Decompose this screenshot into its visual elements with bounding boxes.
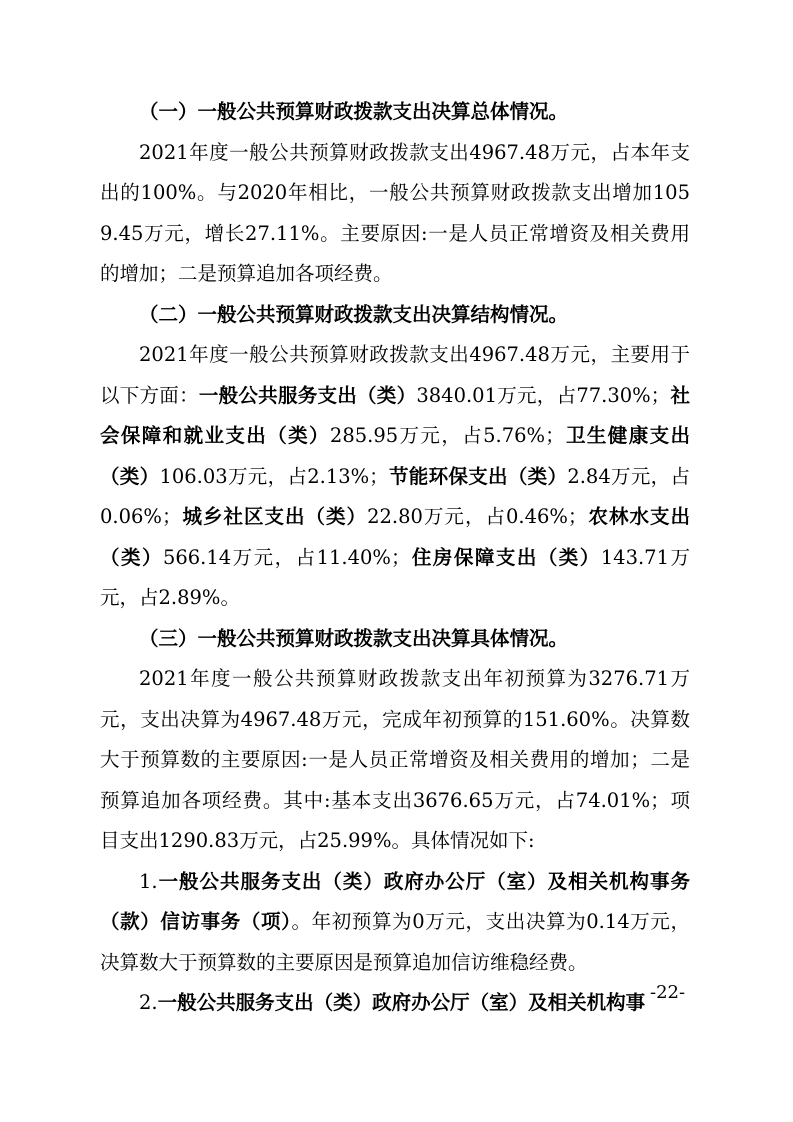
document-body: [100, 92, 690, 1024]
value-social-security: 285.95万元，占5.76%；: [329, 424, 565, 447]
category-urban-rural-community: 城乡社区支出（类）: [181, 505, 368, 528]
category-agriculture-forestry-water: 农林水支出（类）: [100, 505, 690, 569]
category-housing: 住房保障支出（类）: [410, 545, 601, 569]
value-health: 106.03万元，占2.13%；: [159, 464, 389, 488]
s2-intro: 2021年度一般公共预算财政拨款支出4967.48万元，主要用于以下方面：: [100, 343, 690, 407]
item-2-number: 2.: [139, 991, 158, 1014]
category-general-public-services: 一般公共服务支出（类）: [198, 383, 417, 407]
value-energy-environment: 2.84万元，占0.06%；: [100, 464, 690, 528]
item-2-title: 一般公共服务支出（类）政府办公厅（室）及相关机构事: [157, 991, 646, 1014]
section-1-text: 2021年度一般公共预算财政拨款支出4967.48万元，占本年支出的100%。与2020年相比，一般公共预算财政拨款支出增加1059.45万元，增长27.11%。主要原因:一是人员正常增资及相关费用的增加；二是预算追加各项经费。: [100, 140, 690, 285]
item-2: [100, 983, 690, 1024]
item-1-number: 1.: [139, 869, 158, 893]
section-3-heading: （三）一般公共预算财政拨款支出决算具体情况。: [139, 626, 569, 650]
section-1-heading: （一）一般公共预算财政拨款支出决算总体情况。: [139, 100, 569, 123]
value-general-public-services: 3840.01万元，占77.30%；: [416, 383, 671, 407]
category-social-security: 社会保障和就业支出（类）: [100, 383, 690, 447]
value-urban-rural-community: 22.80万元，占0.46%；: [367, 505, 588, 528]
section-2-heading: （二）一般公共预算财政拨款支出决算结构情况。: [139, 302, 569, 326]
category-energy-environment: 节能环保支出（类）: [388, 464, 568, 488]
section-3-text: 2021年度一般公共预算财政拨款支出年初预算为3276.71万元，支出决算为4967.48万元，完成年初预算的151.60%。决算数大于预算数的主要原因:一是人员正常增资及相关费用的增加；二是预算追加各项经费。其中:基本支出3676.65万元，占74.01%；项目支出1290.83万元，占25.99%。具体情况如下:: [100, 667, 690, 852]
item-1-text: 。年初预算为0万元，支出决算为0.14万元，决算数大于预算数的主要原因是预算追加信访维稳经费。: [100, 910, 690, 974]
page-number: -22-: [650, 982, 686, 1003]
category-health: 卫生健康支出（类）: [100, 424, 690, 488]
value-agriculture-forestry-water: 566.14万元，占11.40%；: [162, 545, 411, 569]
value-housing: 143.71万元，占2.89%。: [100, 545, 690, 609]
item-1: [100, 862, 690, 984]
item-1-title: 一般公共服务支出（类）政府办公厅（室）及相关机构事务（款）信访事务（项）: [100, 869, 690, 933]
section-2-text: [100, 335, 690, 619]
